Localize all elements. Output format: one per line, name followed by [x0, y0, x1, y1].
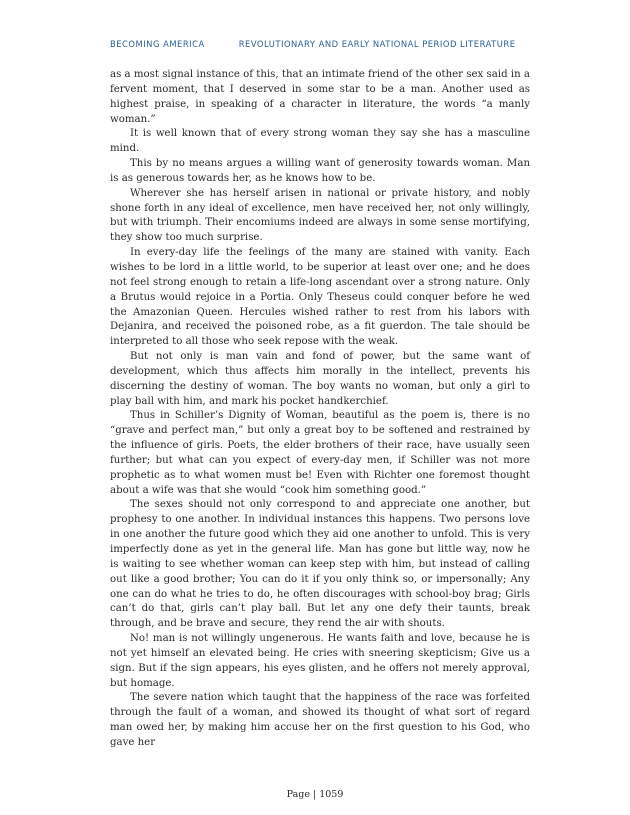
- running-header: [110, 39, 530, 49]
- paragraph: It is well known that of every strong woman they say she has a masculine mind.: [110, 128, 530, 155]
- paragraph: Thus in Schiller’s Dignity of Woman, beautiful as the poem is, there is no “grave and perfect man,” but only a great boy to be softened and restrained by the influence of girls. Poets, the elder brothers of their race, have usually seen further; but what can you expect of every-day men, if Schiller was not more prophetic as to what women must be! Even with Richter one foremost thought about a wife was that she would “cook him something good.”: [110, 410, 530, 496]
- section-title: REVOLUTIONARY AND EARLY NATIONAL PERIOD LITERATURE: [238, 39, 516, 49]
- paragraph: The severe nation which taught that the happiness of the race was forfeited through the fault of a woman, and showed its thought of what sort of regard man owed her, by making him accuse her on the first question to his God, who gave her: [110, 692, 530, 748]
- paragraph: But not only is man vain and fond of power, but the same want of development, which thus affects him morally in the intellect, prevents his discerning the destiny of woman. The boy wants no woman, but only a girl to play ball with him, and mark his pocket handkerchief.: [110, 351, 530, 407]
- paragraph: This by no means argues a willing want of generosity towards woman. Man is as generous towards her, as he knows how to be.: [110, 158, 530, 184]
- paragraph: as a most signal instance of this, that an intimate friend of the other sex said in a fervent moment, that I deserved in some star to be a man. Another used as highest praise, in speaking of a character in literature, the words “a manly woman.”: [110, 69, 530, 125]
- page-number: Page | 1059: [286, 789, 344, 800]
- body-text: [110, 68, 530, 751]
- paragraph: In every-day life the feelings of the many are stained with vanity. Each wishes to be lord in a little world, to be superior at least over one; and he does not feel strong enough to retain a life-long ascendant over a strong nature. Only a Brutus would rejoice in a Portia. Only Theseus could conquer before he wed the Amazonian Queen. Hercules wished rather to rest from his labors with Dejanira, and received the poisoned robe, as a fit guerdon. The tale should be interpreted to all those who seek repose with the weak.: [110, 247, 530, 348]
- paragraph: Wherever she has herself arisen in national or private history, and nobly shone forth in any ideal of excellence, men have received her, not only willingly, but with triumph. Their encomiums indeed are always in some sense mortifying, they show too much surprise.: [110, 187, 530, 244]
- book-title: BECOMING AMERICA: [110, 39, 205, 49]
- paragraph: No! man is not willingly ungenerous. He wants faith and love, because he is not yet himself an elevated being. He cries with sneering skepticism; Give us a sign. But if the sign appears, his eyes glisten, and he offers not merely approval, but homage.: [110, 633, 530, 689]
- paragraph: The sexes should not only correspond to and appreciate one another, but prophesy to one another. In individual instances this happens. Two persons love in one another the future good which they aid one another to unfold. This is very imperfectly done as yet in the general life. Man has gone but little way, now he is waiting to see whether woman can keep step with him, but instead of calling out like a good brother; You can do it if you only think so, or impersonally; Any one can do what he tries to do, he often discourages with school-boy brag; Girls can’t do that, girls can’t play ball. But let any one defy their taunts, break through, and be brave and secure, they rend the air with shouts.: [110, 499, 530, 630]
